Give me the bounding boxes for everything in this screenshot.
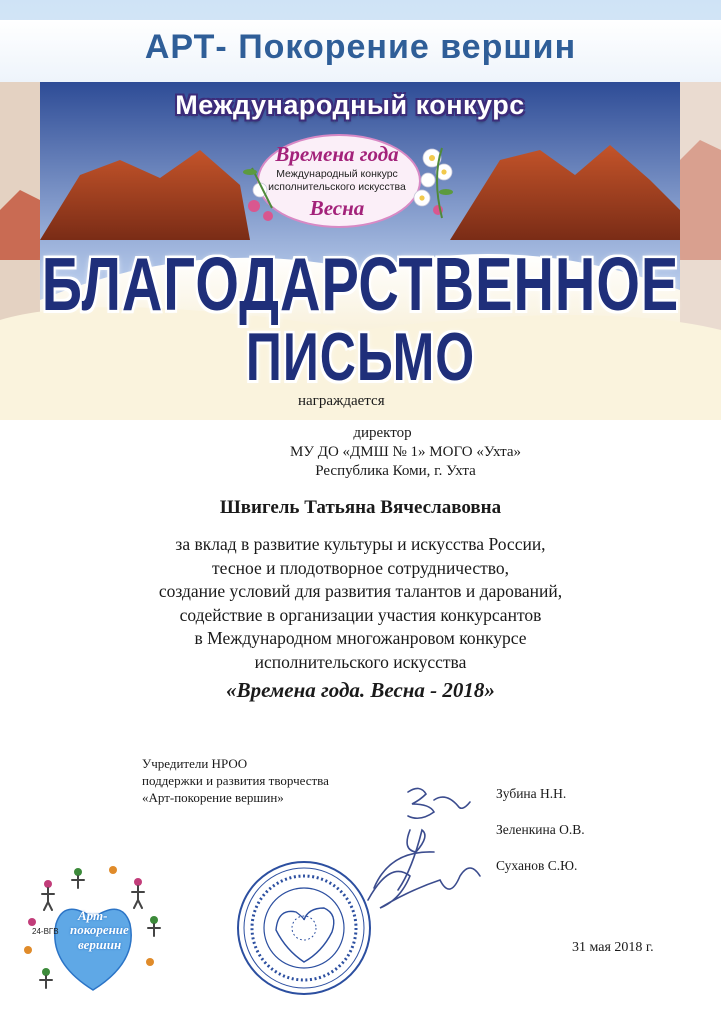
reason-line: тесное и плодотворное сотрудничество, (212, 557, 509, 578)
issue-date: 31 мая 2018 г. (572, 940, 654, 955)
contest-ribbon: Международный конкурс (175, 90, 525, 120)
founders-line: поддержки и развития творчества (142, 773, 329, 788)
badge-text-line: Арт- (78, 908, 108, 923)
reason-line: исполнительского искусства (254, 651, 467, 672)
founders-block (142, 755, 329, 806)
contest-title: «Времена года. Весна - 2018» (226, 678, 495, 702)
recipient-name: Швигель Татьяна Вячеславовна (219, 497, 502, 518)
logo-subtitle-2: исполнительского искусства (268, 181, 406, 193)
logo-subtitle-1: Международный конкурс (276, 168, 398, 180)
recipient-block (0, 424, 721, 481)
reason-line: в Международном многожанровом конкурсе (194, 628, 527, 648)
official-seal-icon (234, 858, 374, 998)
reason-line: за вклад в развитие культуры и искусства России, (175, 534, 546, 554)
header-banner (0, 0, 721, 420)
logo-season: Весна (309, 196, 365, 220)
reason-line: создание условий для развития талантов и дарований, (158, 581, 563, 601)
site-title: АРТ- Покорение вершин (144, 28, 577, 66)
reason-line: содействие в организации участия конкурсантов (179, 604, 542, 625)
badge-code: 24-ВГВ (32, 927, 59, 936)
contest-logo (232, 128, 472, 238)
recipient-position: директор (353, 425, 412, 441)
heading-line-2: ПИСЬМО (245, 319, 476, 395)
heading-line-1: БЛАГОДАРСТВЕННОЕ (41, 241, 680, 327)
signer-name: Зубина Н.Н. (496, 786, 567, 801)
founders-line: «Арт-покорение вершин» (142, 790, 284, 805)
badge-text-line: покорение (70, 922, 129, 937)
awarded-label: награждается (298, 393, 385, 409)
signer-name: Суханов С.Ю. (496, 858, 578, 873)
logo-title: Времена года (275, 142, 399, 166)
recipient-location: Республика Коми, г. Ухта (315, 463, 476, 479)
recipient-organization: МУ ДО «ДМШ № 1» МОГО «Ухта» (290, 444, 521, 460)
badge-text-line: вершин (78, 937, 122, 952)
founders-line: Учредители НРОО (142, 756, 248, 771)
reason-text (0, 533, 721, 674)
signer-name: Зеленкина О.В. (496, 822, 585, 837)
